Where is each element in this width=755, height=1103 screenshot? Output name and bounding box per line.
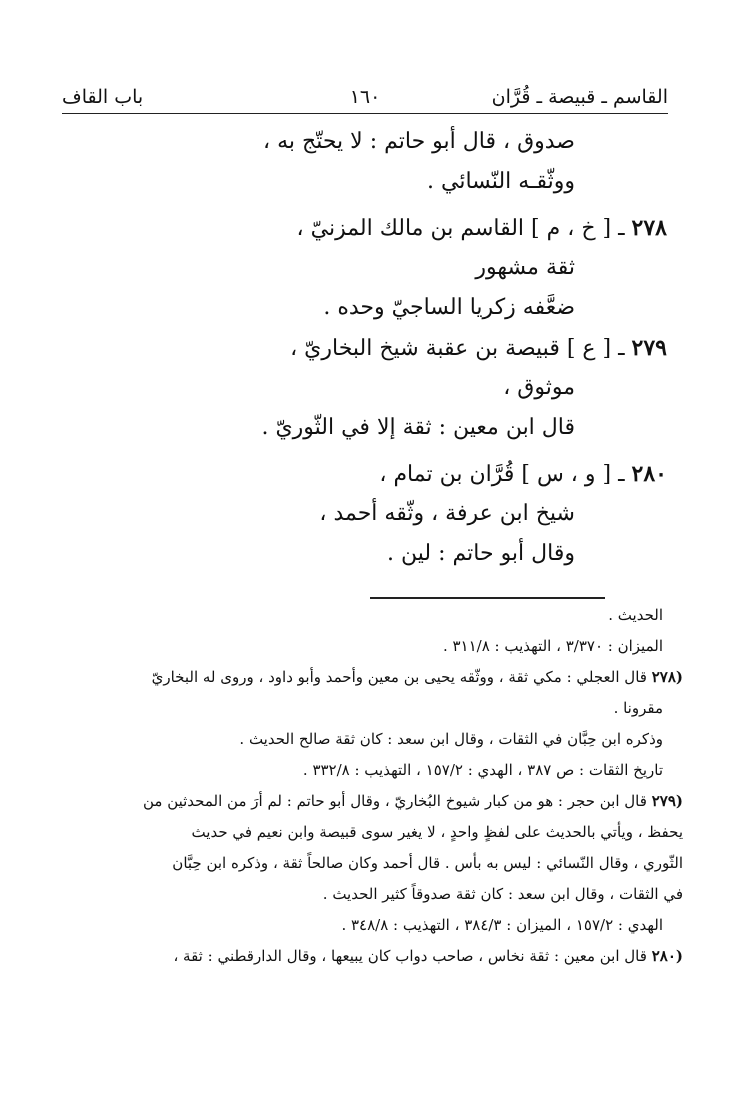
running-header (62, 82, 668, 112)
footnote-line: تاريخ الثقات : ص ٣٨٧ ، الهدي : ١٥٧/٢ ، التهذيب : ٣٣٢/٨ . (302, 761, 663, 779)
text-line: ثقة مشهور (475, 255, 575, 280)
entry-280-heading (107, 454, 667, 494)
text-line: ووثّقـه النّسائي . (427, 169, 575, 194)
footnote-line: وذكره ابن حِبَّان في الثقات ، وقال ابن سعد : كان ثقة صالح الحديث . (239, 730, 663, 748)
main-text (107, 122, 667, 574)
footnote-number: (٢٧٩ (651, 792, 683, 810)
entry-title: ـ [ خ ، م ] القاسم بن مالك المزنيّ ، (296, 216, 625, 241)
text-line: ضعَّفه زكريا الساجيّ وحده . (323, 295, 575, 320)
footnote-278 (73, 662, 683, 693)
footnote-280 (73, 941, 683, 972)
text-line: وقال أبو حاتم : لين . (387, 541, 575, 566)
text-line: موثوق ، (503, 375, 575, 400)
footnote-279 (73, 786, 683, 817)
footnote-rule (370, 597, 605, 599)
chapter-title: باب القاف (62, 86, 144, 108)
footnote-text: قال ابن معين : ثقة نخاس ، صاحب دواب كان يبيعها ، وقال الدارقطني : ثقة ، (173, 947, 647, 965)
entry-title: ـ [ و ، س ] قُرَّان بن تمام ، (379, 462, 625, 487)
footnotes (73, 600, 683, 972)
footnote-number: (٢٧٨ (651, 668, 683, 686)
footnote-number: (٢٨٠ (651, 947, 683, 965)
footnote-text: قال ابن حجر : هو من كبار شيوخ البُخاريّ ، وقال أبو حاتم : لم أرَ من المحدثين من (142, 792, 647, 810)
entry-278-heading (107, 208, 667, 248)
entry-number: ٢٧٩ (631, 335, 667, 361)
text-line: صدوق ، قال أبو حاتم : لا يحتّج به ، (263, 129, 575, 154)
text-line: قال ابن معين : ثقة إلا في الثّوريّ . (261, 415, 575, 440)
entry-title: ـ [ ع ] قبيصة بن عقبة شيخ البخاريّ ، (290, 336, 625, 361)
footnote-line: الثّوري ، وقال النّسائي : ليس به بأس . قال أحمد وكان صالحاً ثقة ، وذكره ابن حِبَّان (172, 854, 683, 872)
footnote-line: الهدي : ١٥٧/٢ ، الميزان : ٣٨٤/٣ ، التهذيب : ٣٤٨/٨ . (341, 916, 663, 934)
footnote-line: الحديث . (608, 606, 663, 624)
text-line: شيخ ابن عرفة ، وثّقه أحمد ، (319, 501, 575, 526)
footnote-line: في الثقات ، وقال ابن سعد : كان ثقة صدوقاً كثير الحديث . (322, 885, 683, 903)
entry-number: ٢٨٠ (631, 461, 667, 487)
entry-number: ٢٧٨ (631, 215, 667, 241)
footnote-line: يحفظ ، ويأتي بالحديث على لفظٍ واحدٍ ، لا يغير سوى قبيصة وابن نعيم في حديث (191, 823, 683, 841)
footnote-line: مقرونا . (613, 699, 663, 717)
header-rule (62, 113, 668, 114)
footnote-line: الميزان : ٣/٣٧٠ ، التهذيب : ٣١١/٨ . (442, 637, 663, 655)
entry-279-heading (107, 328, 667, 368)
footnote-text: قال العجلي : مكي ثقة ، ووثّقه يحيى بن معين وأحمد وأبو داود ، وروى له البخاريّ (151, 668, 647, 686)
page-number: ١٦٠ (349, 86, 381, 108)
header-title: القاسم ـ قبيصة ـ قُرَّان (491, 86, 668, 108)
